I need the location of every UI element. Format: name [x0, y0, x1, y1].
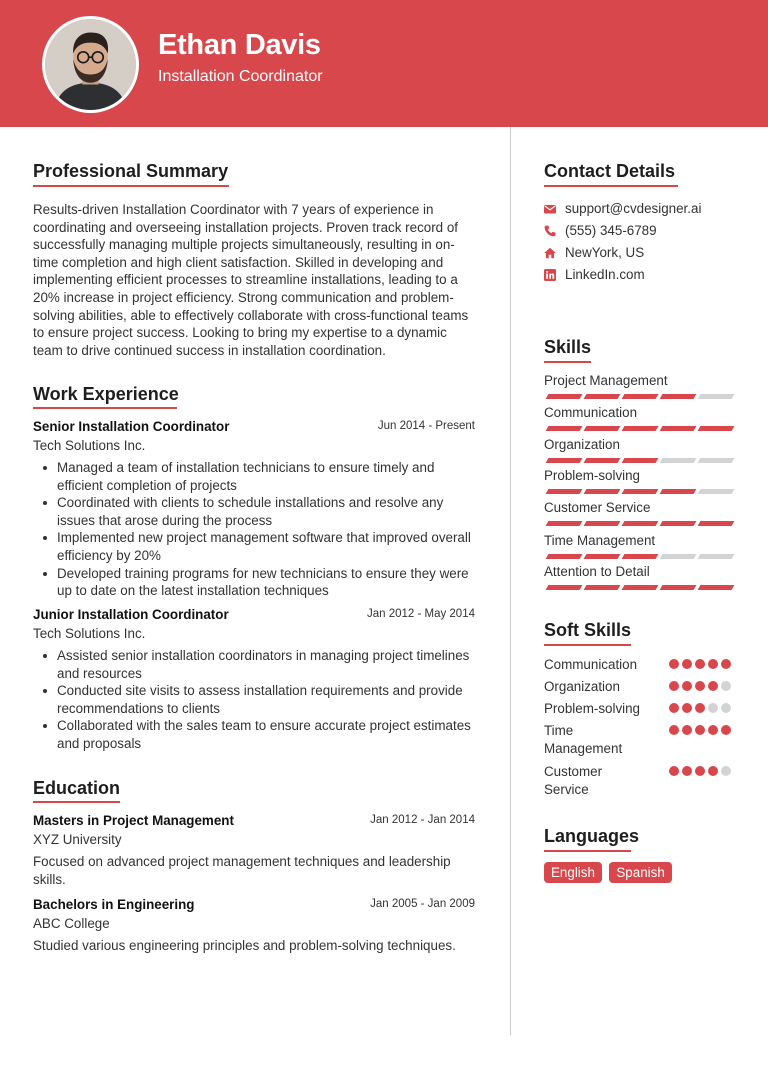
section-title-education: Education	[33, 778, 121, 798]
language-badges	[544, 862, 675, 883]
soft-skill-item	[544, 763, 734, 798]
person-icon	[45, 19, 136, 110]
skill-bar-segment	[660, 489, 697, 494]
skill-name: Customer Service	[544, 500, 651, 515]
soft-skill-item	[544, 678, 734, 696]
soft-skill-rating	[669, 703, 739, 713]
skill-bar-segment	[698, 585, 735, 590]
section-underline	[33, 801, 120, 803]
list-item: Developed training programs for new technicians to ensure they were up to date on the latest installation techniques	[33, 565, 475, 600]
job-bullets	[33, 459, 475, 600]
skill-level-bar	[544, 489, 734, 494]
skill-bar-segment	[546, 521, 583, 526]
skill-bar-segment	[584, 458, 621, 463]
skill-name: Communication	[544, 405, 638, 420]
skill-bar-segment	[622, 394, 659, 399]
contact-phone[interactable]	[544, 223, 734, 241]
rating-dot	[721, 703, 731, 713]
rating-dot	[721, 766, 731, 776]
skill-level-bar	[544, 521, 734, 526]
soft-skill-name: Problem-solving	[544, 701, 641, 716]
section-title-soft-skills: Soft Skills	[544, 620, 632, 640]
section-underline	[33, 185, 229, 187]
soft-skill-rating	[669, 681, 739, 691]
home-icon	[544, 247, 556, 259]
job-company: Tech Solutions Inc.	[33, 626, 146, 641]
candidate-title: Installation Coordinator	[158, 68, 323, 85]
contact-location-text: NewYork, US	[565, 245, 645, 260]
skill-bar-segment	[622, 554, 659, 559]
rating-dot	[669, 725, 679, 735]
skill-level-bar	[544, 426, 734, 431]
education-entry-1	[33, 813, 475, 888]
school: ABC College	[33, 916, 110, 931]
skill-bar-segment	[660, 585, 697, 590]
column-divider	[510, 127, 511, 1035]
soft-skill-rating	[669, 725, 739, 735]
education-description: Focused on advanced project management techniques and leadership skills.	[33, 854, 451, 887]
education-dates: Jan 2005 - Jan 2009	[370, 898, 475, 910]
skill-name: Problem-solving	[544, 468, 641, 483]
section-title-summary: Professional Summary	[33, 161, 229, 181]
soft-skill-name: Organization	[544, 679, 620, 694]
soft-skill-item	[544, 656, 734, 674]
avatar	[42, 16, 139, 113]
job-bullets	[33, 647, 475, 753]
rating-dot	[682, 681, 692, 691]
rating-dot	[682, 725, 692, 735]
skill-bar-segment	[584, 521, 621, 526]
skill-level-bar	[544, 585, 734, 590]
section-title-contact: Contact Details	[544, 161, 676, 181]
skill-name: Organization	[544, 437, 620, 452]
list-item: Assisted senior installation coordinators in managing project timelines and resources	[33, 647, 475, 682]
list-item: Conducted site visits to assess installation requirements and provide recommendations to clients	[33, 682, 475, 717]
phone-icon	[544, 225, 556, 237]
list-item: Managed a team of installation technicians to ensure timely and efficient completion of projects	[33, 459, 475, 494]
education-dates: Jan 2012 - Jan 2014	[370, 814, 475, 826]
skill-bar-segment	[622, 426, 659, 431]
skill-bar-segment	[698, 489, 735, 494]
job-role: Senior Installation Coordinator	[33, 419, 230, 434]
education-entry-2	[33, 897, 475, 955]
skill-bar-segment	[660, 554, 697, 559]
profile-photo	[45, 19, 136, 110]
skill-bar-segment	[584, 426, 621, 431]
skill-level-bar	[544, 394, 734, 399]
skill-bar-segment	[698, 458, 735, 463]
skill-name: Attention to Detail	[544, 564, 650, 579]
skill-bar-segment	[660, 426, 697, 431]
language-badge-english: English	[544, 862, 602, 883]
education-description: Studied various engineering principles and problem-solving techniques.	[33, 938, 456, 953]
skill-bar-segment	[584, 585, 621, 590]
email-icon	[544, 203, 556, 215]
section-underline	[544, 850, 631, 852]
skill-name: Time Management	[544, 533, 656, 548]
skill-bar-segment	[546, 585, 583, 590]
skill-bar-segment	[698, 426, 735, 431]
rating-dot	[721, 659, 731, 669]
skill-bar-segment	[546, 426, 583, 431]
skill-level-bar	[544, 554, 734, 559]
skill-bar-segment	[546, 394, 583, 399]
job-dates: Jun 2014 - Present	[377, 420, 475, 432]
rating-dot	[708, 766, 718, 776]
soft-skill-name: Time Management	[544, 723, 623, 756]
soft-skill-name: Customer Service	[544, 764, 603, 797]
rating-dot	[669, 703, 679, 713]
list-item: Coordinated with clients to schedule installations and resolve any issues that arose during the process	[33, 494, 475, 529]
skill-bar-segment	[584, 394, 621, 399]
section-title-skills: Skills	[544, 337, 592, 357]
skill-bar-segment	[622, 521, 659, 526]
job-company: Tech Solutions Inc.	[33, 438, 146, 453]
skill-bar-segment	[622, 458, 659, 463]
candidate-name: Ethan Davis	[158, 29, 321, 61]
skill-bar-segment	[698, 394, 735, 399]
contact-phone-text: (555) 345-6789	[565, 223, 657, 238]
contact-linkedin[interactable]	[544, 267, 734, 285]
list-item: Implemented new project management software that improved overall efficiency by 20%	[33, 529, 475, 564]
rating-dot	[682, 659, 692, 669]
skill-bar-segment	[546, 458, 583, 463]
skill-level-bar	[544, 458, 734, 463]
rating-dot	[669, 681, 679, 691]
skill-bar-segment	[546, 554, 583, 559]
degree: Bachelors in Engineering	[33, 897, 195, 912]
skill-bar-segment	[660, 394, 697, 399]
section-underline	[544, 361, 591, 363]
rating-dot	[708, 659, 718, 669]
job-entry-2	[33, 607, 475, 753]
section-title-experience: Work Experience	[33, 384, 179, 404]
rating-dot	[708, 703, 718, 713]
language-badge-spanish: Spanish	[609, 862, 671, 883]
job-dates: Jan 2012 - May 2014	[366, 608, 475, 620]
rating-dot	[695, 681, 705, 691]
linkedin-icon	[544, 269, 556, 281]
rating-dot	[695, 766, 705, 776]
section-underline	[544, 644, 631, 646]
skill-bar-segment	[698, 521, 735, 526]
soft-skill-rating	[669, 766, 739, 776]
rating-dot	[695, 659, 705, 669]
skill-bar-segment	[660, 521, 697, 526]
rating-dot	[682, 766, 692, 776]
school: XYZ University	[33, 832, 122, 847]
rating-dot	[721, 725, 731, 735]
summary-text: Results-driven Installation Coordinator with 7 years of experience in coordinating and overseeing installation projects. Proven track record of successfully managing multiple projects simultaneously, resulting in on-time completion and high client satisfaction. Skilled in developing and implementing efficient processes to streamline installations, leading to a 20% increase in project efficiency. Strong communication and problem-solving abilities, able to effectively collaborate with cross-functional teams to ensure project success. Looking to bring my expertise to a dynamic team to drive continued success in installation coordination.	[33, 202, 469, 358]
section-underline	[544, 185, 678, 187]
skill-item	[544, 373, 734, 388]
rating-dot	[708, 725, 718, 735]
rating-dot	[682, 703, 692, 713]
rating-dot	[669, 659, 679, 669]
skill-item	[544, 533, 734, 548]
skill-bar-segment	[584, 489, 621, 494]
contact-location	[544, 245, 734, 263]
skill-bar-segment	[622, 489, 659, 494]
rating-dot	[708, 681, 718, 691]
contact-email-text: support@cvdesigner.ai	[565, 201, 702, 216]
soft-skill-item	[544, 722, 734, 757]
contact-linkedin-text: LinkedIn.com	[565, 267, 645, 282]
contact-email[interactable]	[544, 201, 734, 219]
skill-item	[544, 564, 734, 579]
skill-bar-segment	[584, 554, 621, 559]
skill-bar-segment	[660, 458, 697, 463]
skill-item	[544, 437, 734, 452]
rating-dot	[669, 766, 679, 776]
rating-dot	[695, 703, 705, 713]
soft-skill-name: Communication	[544, 657, 638, 672]
job-role: Junior Installation Coordinator	[33, 607, 229, 622]
degree: Masters in Project Management	[33, 813, 234, 828]
header-banner	[0, 0, 768, 127]
section-underline	[33, 407, 177, 409]
skill-bar-segment	[546, 489, 583, 494]
section-title-languages: Languages	[544, 826, 640, 846]
soft-skill-rating	[669, 659, 739, 669]
rating-dot	[695, 725, 705, 735]
skill-name: Project Management	[544, 373, 668, 388]
job-entry-1	[33, 419, 475, 600]
rating-dot	[721, 681, 731, 691]
skill-item	[544, 500, 734, 515]
soft-skill-item	[544, 700, 734, 718]
skill-item	[544, 405, 734, 420]
skill-bar-segment	[698, 554, 735, 559]
list-item: Collaborated with the sales team to ensure accurate project estimates and proposals	[33, 717, 475, 752]
skill-item	[544, 468, 734, 483]
skill-bar-segment	[622, 585, 659, 590]
